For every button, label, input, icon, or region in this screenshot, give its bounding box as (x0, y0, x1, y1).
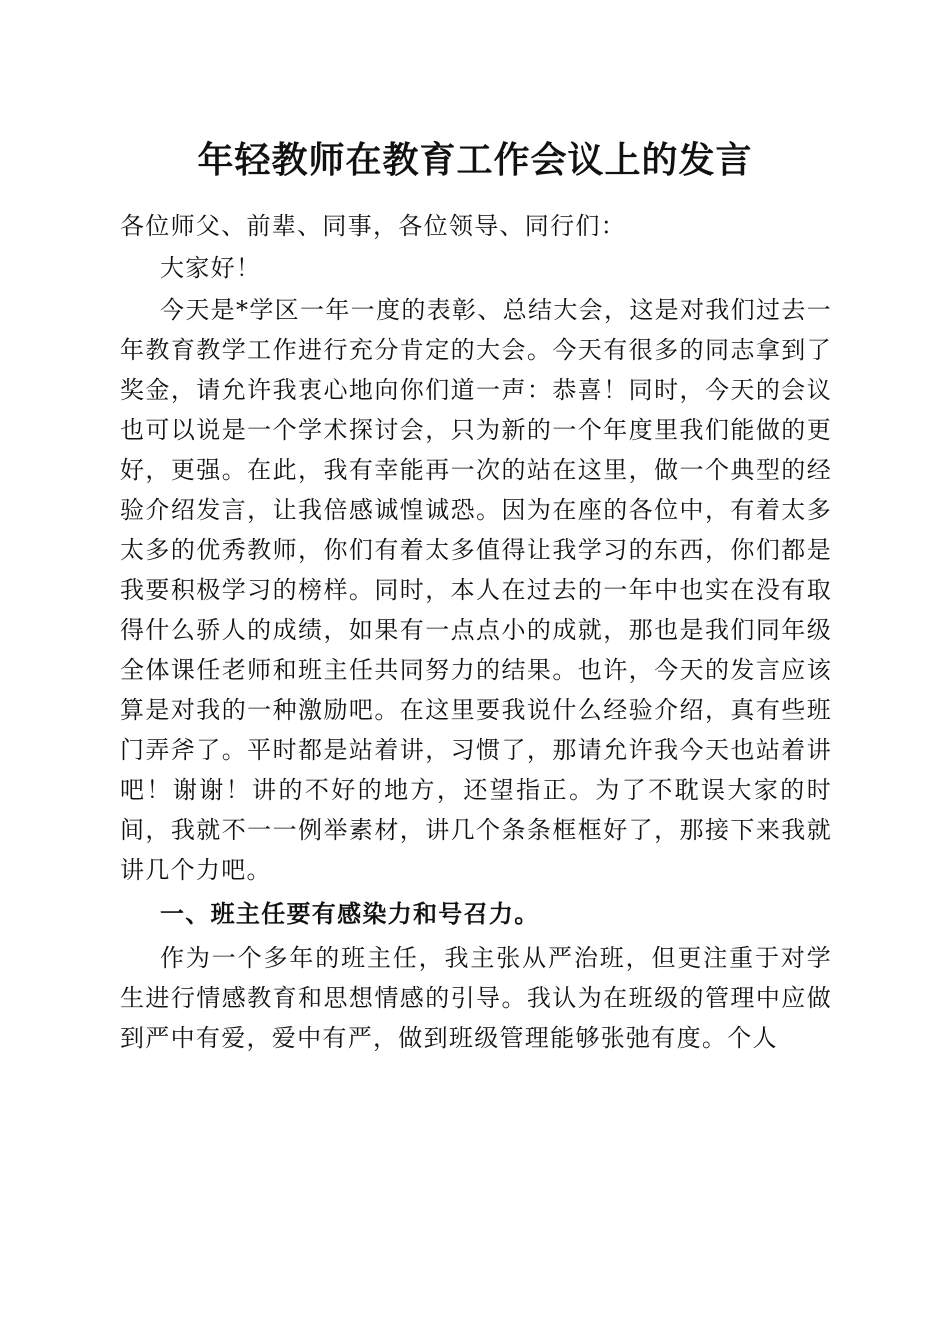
document-body (120, 206, 832, 1058)
document-title: 年轻教师在教育工作会议上的发言 (197, 139, 753, 181)
salutation: 各位师父、前辈、同事，各位领导、同行们： (120, 212, 626, 240)
paragraph-opening: 今天是*学区一年一度的表彰、总结大会，这是对我们过去一年教育教学工作进行充分肯定的大会。今天有很多的同志拿到了奖金，请允许我衷心地向你们道一声：恭喜！同时，今天的会议也可以说是一个学术探讨会，只为新的一个年度里我们能做的更好，更强。在此，我有幸能再一次的站在这里，做一个典型的经验介绍发言，让我倍感诚惶诚恐。因为在座的各位中，有着太多太多的优秀教师，你们有着太多值得让我学习的东西，你们都是我要积极学习的榜样。同时，本人在过去的一年中也实在没有取得什么骄人的成绩，如果有一点点小的成就，那也是我们同年级全体课任老师和班主任共同努力的结果。也许，今天的发言应该算是对我的一种激励吧。在这里要我说什么经验介绍，真有些班门弄斧了。平时都是站着讲，习惯了，那请允许我今天也站着讲吧！谢谢！讲的不好的地方，还望指正。为了不耽误大家的时间，我就不一一例举素材，讲几个条条框框好了，那接下来我就讲几个力吧。 (120, 296, 832, 884)
greeting: 大家好！ (160, 254, 262, 282)
section-heading-1: 一、班主任要有感染力和号召力。 (160, 900, 540, 928)
paragraph-section-1: 作为一个多年的班主任，我主张从严治班，但更注重于对学生进行情感教育和思想情感的引导。我认为在班级的管理中应做到严中有爱，爱中有严，做到班级管理能够张弛有度。个人 (120, 944, 832, 1052)
